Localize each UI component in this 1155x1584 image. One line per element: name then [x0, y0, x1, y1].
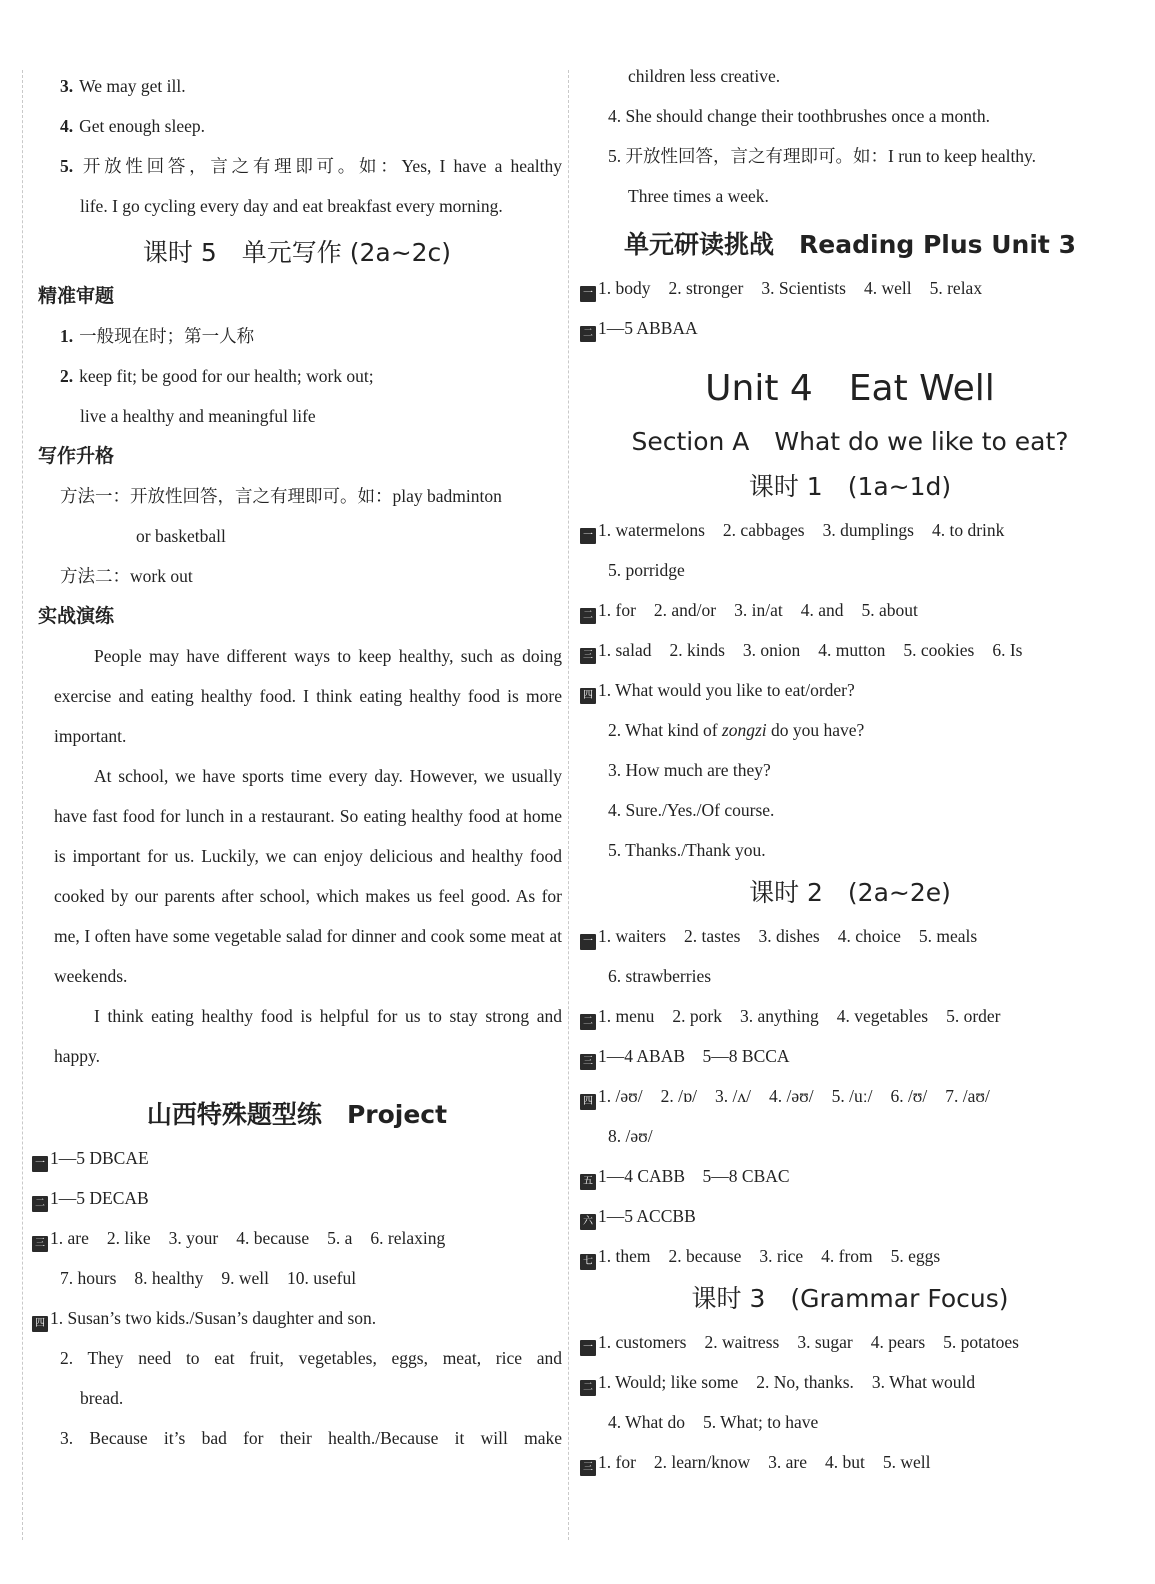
answer-line: live a healthy and meaningful life [80, 406, 316, 426]
question-number-badge: 五 [580, 1174, 596, 1190]
answer-line: 三 1. for 2. learn/know 3. are 4. but 5. well [580, 1442, 1120, 1482]
answer-line: bread. [80, 1388, 124, 1408]
section-heading: 写作升格 [38, 445, 115, 467]
reading-plus-title: 单元研读挑战 Reading Plus Unit 3 [624, 230, 1076, 259]
question-number-badge: 三 [580, 1054, 596, 1070]
unit-title: Unit 4 Eat Well [705, 368, 995, 409]
answer-line: 七 1. them 2. because 3. rice 4. from 5. eggs [580, 1236, 1120, 1276]
question-number-badge: 四 [32, 1316, 48, 1332]
lesson-title: 课时 3 (Grammar Focus) [691, 1284, 1009, 1313]
question-number-badge: 七 [580, 1254, 596, 1270]
answer-line: 五 1—4 CABB 5—8 CBAC [580, 1156, 1120, 1196]
answer-line: 六 1—5 ACCBB [580, 1196, 1120, 1236]
answer-line: 4. Sure./Yes./Of course. [608, 800, 775, 820]
answer-line: 二 1—5 ABBAA [580, 308, 1120, 348]
answer-line: 4. She should change their toothbrushes once a month. [608, 106, 991, 126]
answer-line: 3. Because it’s bad for their health./Because it will make [60, 1428, 562, 1448]
answer-line: 8. /əʊ/ [608, 1126, 653, 1146]
essay-paragraph: People may have different ways to keep healthy, such as doing exercise and eating healthy food. I think eating healthy food is more important. [54, 646, 562, 746]
section-heading: 精准审题 [38, 285, 115, 307]
answer-line: 方法一：开放性回答，言之有理即可。如：play badminton [60, 486, 502, 506]
answer-line: 4. Get enough sleep. [60, 116, 205, 136]
right-column [580, 66, 1120, 1482]
question-number-badge: 二 [580, 608, 596, 624]
essay [32, 636, 562, 1076]
answer-line: 1. 一般现在时；第一人称 [60, 326, 255, 346]
answer-line: 5. 开放性回答，言之有理即可。如：I run to keep healthy. [608, 146, 1037, 166]
left-column [32, 66, 562, 1458]
answer-line: 7. hours 8. healthy 9. well 10. useful [60, 1268, 357, 1288]
lesson-title: 课时 1 (1a~1d) [748, 472, 952, 501]
answer-line: 2. keep fit; be good for our health; work out; [60, 366, 374, 386]
question-number-badge: 一 [580, 528, 596, 544]
answer-line: 二 1. Would; like some 2. No, thanks. 3. What would [580, 1362, 1120, 1402]
lesson-title: 课时 5 单元写作 (2a~2c) [142, 238, 452, 267]
answer-line: 二 1. for 2. and/or 3. in/at 4. and 5. about [580, 590, 1120, 630]
question-number-badge: 三 [580, 648, 596, 664]
question-number-badge: 一 [32, 1156, 48, 1172]
answer-line: 2. What kind of zongzi do you have? [608, 720, 865, 740]
answer-line: 四 1. What would you like to eat/order? [580, 670, 1120, 710]
answer-line: 方法二：work out [60, 566, 193, 586]
answer-line: 6. strawberries [608, 966, 712, 986]
answer-line: or basketball [136, 526, 226, 546]
lesson-title: 课时 2 (2a~2e) [749, 878, 951, 907]
answer-line: 一 1. body 2. stronger 3. Scientists 4. well 5. relax [580, 268, 1120, 308]
answer-line: 4. What do 5. What; to have [608, 1412, 819, 1432]
question-number-badge: 四 [580, 688, 596, 704]
question-number-badge: 六 [580, 1214, 596, 1230]
answer-line: 一 1—5 DBCAE [32, 1138, 562, 1178]
section-heading: 实战演练 [38, 605, 115, 627]
answer-line: 一 1. watermelons 2. cabbages 3. dumplings 4. to drink [580, 510, 1120, 550]
answer-line: 3. We may get ill. [60, 76, 186, 96]
answer-line: life. I go cycling every day and eat breakfast every morning. [80, 196, 503, 216]
question-number-badge: 二 [580, 1380, 596, 1396]
answer-line: children less creative. [628, 66, 781, 86]
question-number-badge: 二 [580, 326, 596, 342]
answer-line: 二 1—5 DECAB [32, 1178, 562, 1218]
answer-line: Three times a week. [628, 186, 769, 206]
section-title: Section A What do we like to eat? [631, 427, 1069, 456]
question-number-badge: 三 [580, 1460, 596, 1476]
project-title: 山西特殊题型练 Project [146, 1100, 448, 1129]
question-number-badge: 四 [580, 1094, 596, 1110]
question-number-badge: 一 [580, 286, 596, 302]
essay-paragraph: At school, we have sports time every day. However, we usually have fast food for lunch in a restaurant. So eating healthy food at home is important for us. Luckily, we can enjoy delicious and healthy food cooked by our parents after school, which makes us feel good. As for me, I often have some vegetable salad for dinner and cook some meat at weekends. [54, 766, 562, 986]
question-number-badge: 一 [580, 934, 596, 950]
answer-line: 三 1—4 ABAB 5—8 BCCA [580, 1036, 1120, 1076]
question-number-badge: 三 [32, 1236, 48, 1252]
answer-line: 三 1. are 2. like 3. your 4. because 5. a 6. relaxing [32, 1218, 562, 1258]
answer-line: 5. Thanks./Thank you. [608, 840, 766, 860]
question-number-badge: 二 [32, 1196, 48, 1212]
question-number-badge: 一 [580, 1340, 596, 1356]
answer-line: 一 1. customers 2. waitress 3. sugar 4. pears 5. potatoes [580, 1322, 1120, 1362]
column-divider [568, 70, 569, 1540]
margin-line [22, 70, 23, 1540]
answer-line: 5. porridge [608, 560, 685, 580]
answer-line: 一 1. waiters 2. tastes 3. dishes 4. choice 5. meals [580, 916, 1120, 956]
answer-line: 四 1. /əʊ/ 2. /ɒ/ 3. /ʌ/ 4. /əʊ/ 5. /uː/ 6. /ʊ/ 7. /aʊ/ [580, 1076, 1120, 1116]
question-number-badge: 二 [580, 1014, 596, 1030]
answer-line: 三 1. salad 2. kinds 3. onion 4. mutton 5. cookies 6. Is [580, 630, 1120, 670]
essay-paragraph: I think eating healthy food is helpful for us to stay strong and happy. [54, 1006, 562, 1066]
answer-line: 3. How much are they? [608, 760, 771, 780]
answer-line: 四 1. Susan’s two kids./Susan’s daughter and son. [32, 1298, 562, 1338]
answer-line: 2. They need to eat fruit, vegetables, eggs, meat, rice and [60, 1348, 562, 1368]
answer-line: 二 1. menu 2. pork 3. anything 4. vegetables 5. order [580, 996, 1120, 1036]
answer-line: 5. 开放性回答，言之有理即可。如：Yes, I have a healthy [60, 156, 562, 176]
